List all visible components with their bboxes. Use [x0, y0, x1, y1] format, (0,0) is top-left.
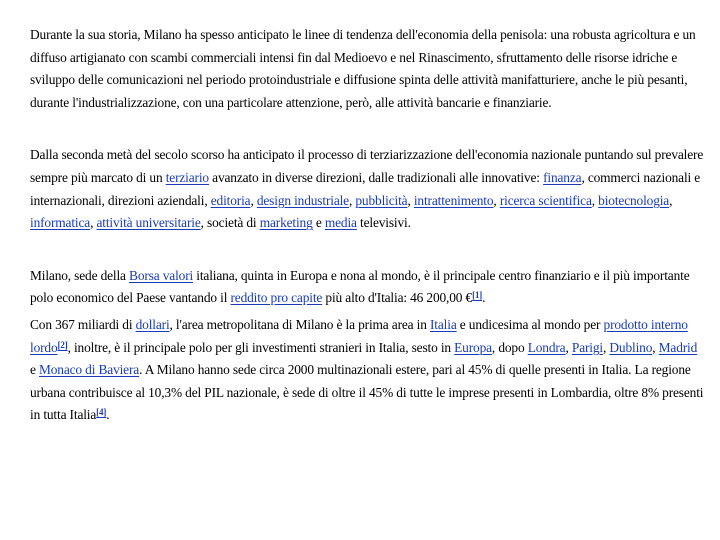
reference-link-2[interactable]: [2]: [57, 339, 68, 350]
paragraph-gdp: Con 367 miliardi di dollari, l'area metropolitana di Milano è la prima area in Italia e undicesima al mondo per prodotto interno lordo[2], inoltre, è il principale polo per gli investimenti stranieri in Italia, sesto in Europa, dopo Londra, Parigi, Dublino, Madrid e Monaco di Baviera. A Milano hanno sede circa 2000 multinazionali estere, pari al 45% di quelle presenti in Italia. La regione urbana contribuisce al 10,3% del PIL nazionale, è sede di oltre il 45% di tutte le imprese presenti in Lombardia, oltre 8% presenti in tutta Italia[4].: [30, 316, 704, 423]
link-attivita-universitarie[interactable]: attività universitarie: [96, 215, 201, 231]
reference-1: [472, 290, 482, 300]
link-dublino[interactable]: Dublino: [609, 339, 653, 355]
link-londra[interactable]: Londra: [527, 339, 566, 355]
reference-4: [96, 407, 106, 417]
link-intrattenimento[interactable]: intrattenimento: [413, 192, 494, 208]
paragraph-tertiary: Dalla seconda metà del secolo scorso ha anticipato il processo di terziarizzazione dell'economia nazionale puntando sul prevalere sempre più marcato di un terziario avanzato in diverse direzioni, dalle tradizionali alle innovative: finanza, commerci nazionali e internazionali, direzioni aziendali, editoria, design industriale, pubblicità, intrattenimento, ricerca scientifica, biotecnologia, informatica, attività universitarie, società di marketing e media televisivi.: [30, 147, 704, 231]
link-italia[interactable]: Italia: [430, 316, 457, 332]
reference-2: [58, 340, 68, 350]
link-media[interactable]: media: [324, 215, 357, 231]
link-terziario[interactable]: terziario: [165, 169, 209, 185]
paragraph-history: Durante la sua storia, Milano ha spesso anticipato le linee di tendenza dell'economia della penisola: una robusta agricoltura e un diffuso artigianato con scambi commerciali intensi fin dal Medioevo e nel Rinascimento, sfruttamento delle risorse idriche e sviluppo delle comunicazioni nel periodo protoindustriale e diffusione spinta delle attività manifatturiere, anche le più pesanti, durante l'industrializzazione, con una particolare attenzione, però, alle attività bancarie e finanziarie.: [30, 27, 696, 110]
link-borsa-valori[interactable]: Borsa valori: [129, 267, 194, 283]
link-informatica[interactable]: informatica: [30, 215, 91, 231]
link-biotecnologia[interactable]: biotecnologia: [598, 192, 670, 208]
link-design-industriale[interactable]: design industriale: [256, 192, 349, 208]
link-madrid[interactable]: Madrid: [658, 339, 698, 355]
link-dollari[interactable]: dollari: [135, 316, 170, 332]
link-parigi[interactable]: Parigi: [571, 339, 603, 355]
reference-link-1[interactable]: [1]: [472, 290, 483, 301]
link-ricerca-scientifica[interactable]: ricerca scientifica: [499, 192, 592, 208]
link-finanza[interactable]: finanza: [543, 169, 582, 185]
link-reddito-pro-capite[interactable]: reddito pro capite: [230, 290, 323, 306]
link-prodotto-interno-lordo[interactable]: prodotto interno lordo: [30, 316, 688, 355]
link-pubblicita[interactable]: pubblicità: [355, 192, 408, 208]
reference-link-4[interactable]: [4]: [96, 407, 107, 418]
link-marketing[interactable]: marketing: [259, 215, 313, 231]
link-editoria[interactable]: editoria: [210, 192, 251, 208]
article-body: [30, 24, 706, 427]
paragraph-finance: Milano, sede della Borsa valori italiana, quinta in Europa e nona al mondo, è il principale centro finanziario e il più importante polo economico del Paese vantando il reddito pro capite più alto d'Italia: 46 200,00 €[1].: [30, 267, 690, 306]
link-monaco-di-baviera[interactable]: Monaco di Baviera: [39, 362, 140, 378]
link-europa[interactable]: Europa: [454, 339, 492, 355]
